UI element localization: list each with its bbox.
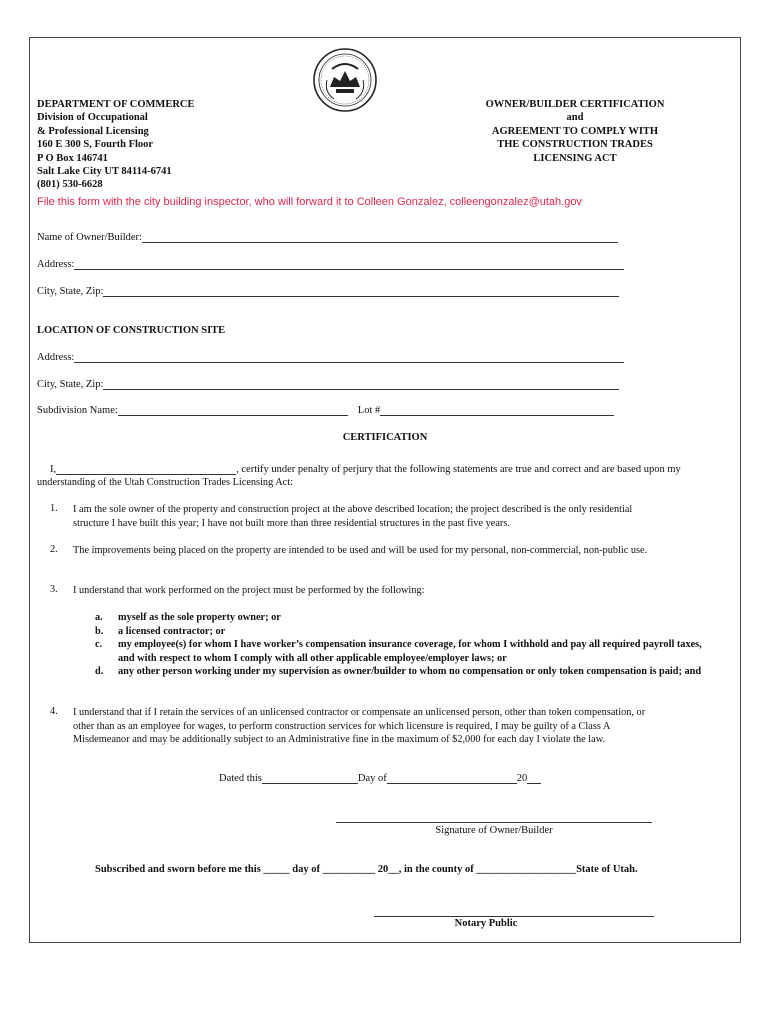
owner-city-label: City, State, Zip: [37,286,104,297]
owner-name-row [37,231,618,243]
header-left-line: 160 E 300 S, Fourth Floor [37,139,154,151]
department-address [37,98,195,192]
filing-instruction: File this form with the city building inspector, who will forward it to Colleen Gonzalez, colleengonzalez@utah.gov [37,196,582,208]
certification-heading: CERTIFICATION [342,432,428,443]
owner-signature-label: Signature of Owner/Builder [435,825,553,836]
header-left-line: & Professional Licensing [37,125,149,137]
intro-continuation: understanding of the Utah Construction Trades Licensing Act: [37,477,293,488]
lot-label: Lot # [357,405,381,416]
certification-intro [50,463,681,475]
site-address-field[interactable] [74,351,624,363]
sub-item-text: my employee(s) for whom I have worker’s compensation insurance coverage, for whom I withhold and pay all required payroll taxes, and with respect to whom I comply with all other applicable employee/employer laws; or [118,639,702,664]
form-title [440,98,710,165]
header-left-line: Division of Occupational [37,112,148,124]
header-left-line: DEPARTMENT OF COMMERCE [37,99,195,110]
sub-item [95,611,118,625]
sub-item-text: myself as the sole property owner; or [118,612,281,623]
sub-item-key: b. [95,626,104,637]
sub-item-key: d. [95,666,104,677]
site-city-label: City, State, Zip: [37,379,104,390]
sub-item [95,665,118,679]
item-number: 4. [50,706,58,717]
owner-address-label: Address: [37,259,75,270]
state-seal-icon [312,47,378,113]
site-address-row [37,351,624,363]
subdivision-field[interactable] [118,404,348,416]
dated-row [219,772,541,784]
day-of-label: Day of [357,773,387,784]
sub-item-text: any other person working under my supervision as owner/builder to whom no compensation or only token compensation is paid; and [118,666,702,677]
owner-address-field[interactable] [74,258,624,270]
subdivision-label: Subdivision Name: [37,405,118,416]
item-text: I understand that if I retain the services of an unlicensed contractor or compensate an unlicensed person, other than token compensation, or other than as an employee for wages, to perform construction services for which licensure is required, I may be guilty of a Class A Misdemeanor and may be additionally subject to an Administrative fine in the maximum of $2,000 for each day I violate the law. [73,707,646,746]
year-prefix: 20 [516,773,528,784]
item-text: The improvements being placed on the property are intended to be used and will be used for my personal, non-commercial, non-public use. [73,545,648,556]
notary-label: Notary Public [454,918,518,929]
intro-prefix: I, [50,464,57,475]
header-left-line: (801) 530-6628 [37,179,103,191]
item-number: 3. [50,584,58,595]
sub-item-key: c. [95,639,103,650]
item-text: I am the sole owner of the property and construction project at the above described location; the project described is the only residential structure I have built this year; I have not built more than three residential structures in the past five years. [73,504,633,529]
intro-text: , certify under penalty of perjury that the following statements are true and correct and are based upon my [236,464,681,475]
dated-prefix: Dated this [219,773,262,784]
day-field[interactable] [262,772,358,784]
sub-item-key: a. [95,612,103,623]
owner-signature-line[interactable] [336,822,652,823]
notary-signature-line[interactable] [374,916,654,917]
owner-address-row [37,258,624,270]
site-city-row [37,378,619,390]
year-field[interactable] [527,772,541,784]
item-number: 2. [50,544,58,555]
owner-name-field[interactable] [142,231,618,243]
site-address-label: Address: [37,352,75,363]
title-line: AGREEMENT TO COMPLY WITH [491,125,659,137]
item-number: 1. [50,503,58,514]
owner-city-row [37,285,619,297]
sworn-statement: Subscribed and sworn before me this _____ day of __________ 20__, in the county of ___________________State of Utah. [95,864,638,875]
header-left-line: Salt Lake City UT 84114-6741 [37,166,172,178]
title-line: OWNER/BUILDER CERTIFICATION [485,99,665,110]
title-line: THE CONSTRUCTION TRADES [497,139,653,151]
site-city-field[interactable] [103,378,619,390]
header-left-line: P O Box 146741 [37,152,108,164]
title-line: LICENSING ACT [533,152,617,164]
title-line: and [566,112,584,124]
site-heading: LOCATION OF CONSTRUCTION SITE [37,325,226,336]
sub-item [95,625,118,639]
sub-item [95,638,118,652]
owner-city-field[interactable] [103,285,619,297]
owner-name-label: Name of Owner/Builder: [37,232,142,243]
certifier-name-field[interactable] [56,463,236,475]
subdivision-row [37,404,614,416]
month-field[interactable] [387,772,517,784]
sub-item-text: a licensed contractor; or [118,626,226,637]
item-text: I understand that work performed on the project must be performed by the following: [73,585,425,596]
lot-field[interactable] [380,404,614,416]
